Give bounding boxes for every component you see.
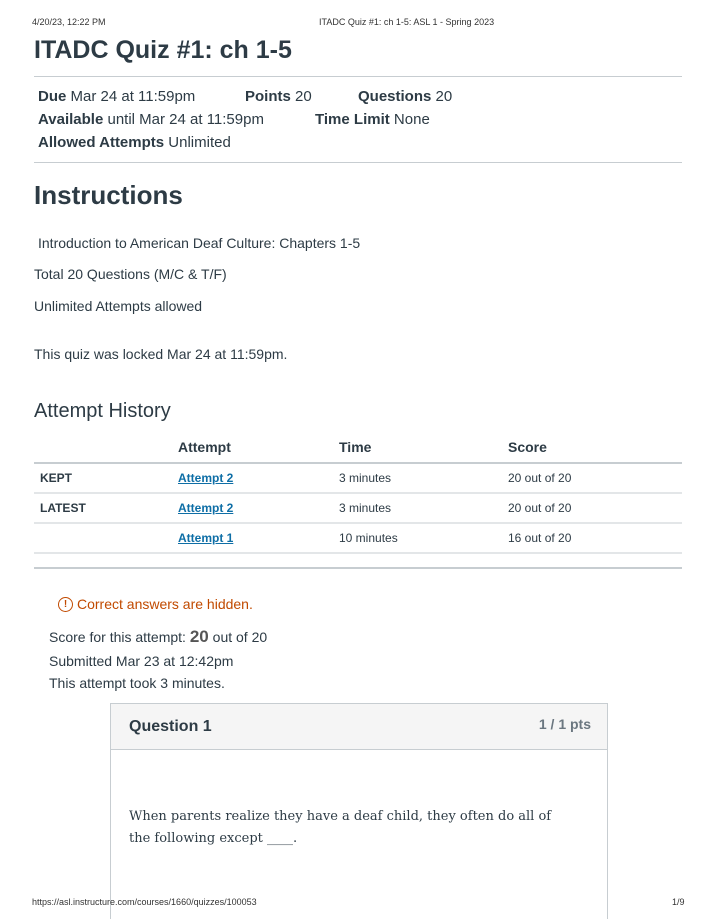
points-label: Points xyxy=(245,88,291,105)
column-header-label xyxy=(34,432,178,463)
points-row xyxy=(245,88,312,105)
divider xyxy=(34,162,682,163)
divider xyxy=(34,567,682,569)
attempt-time: 3 minutes xyxy=(339,493,508,523)
score-prefix: Score for this attempt: xyxy=(49,629,186,645)
due-value: Mar 24 at 11:59pm xyxy=(70,88,196,105)
due-row xyxy=(38,88,195,105)
question-text: When parents realize they have a deaf child, they often do all of the following except ____. xyxy=(129,809,552,846)
print-url: https://asl.instructure.com/courses/1660/quizzes/100053 xyxy=(32,897,257,907)
attempt-link[interactable]: Attempt 1 xyxy=(178,531,234,545)
available-label: Available xyxy=(38,111,104,128)
points-value: 20 xyxy=(295,88,312,105)
score-line xyxy=(49,627,267,647)
time-limit-value: None xyxy=(393,111,430,128)
available-row xyxy=(38,111,264,128)
quiz-title: ITADC Quiz #1: ch 1-5 xyxy=(34,36,292,64)
attempt-score: 16 out of 20 xyxy=(508,523,682,553)
submitted-line: Submitted Mar 23 at 12:42pm xyxy=(49,653,234,669)
attempt-history-heading: Attempt History xyxy=(34,400,171,422)
attempt-history-table xyxy=(34,432,682,554)
questions-label: Questions xyxy=(358,88,432,105)
questions-row xyxy=(358,88,452,105)
table-row xyxy=(34,493,682,523)
available-value: until Mar 24 at 11:59pm xyxy=(107,111,264,128)
correct-answers-hidden-notice xyxy=(58,596,253,612)
row-label: KEPT xyxy=(34,463,178,493)
table-row xyxy=(34,463,682,493)
attempt-time: 10 minutes xyxy=(339,523,508,553)
attempt-link[interactable]: Attempt 2 xyxy=(178,501,234,515)
time-limit-row xyxy=(315,111,430,128)
question-title: Question 1 xyxy=(129,718,212,735)
allowed-attempts-row xyxy=(38,134,231,151)
print-datetime: 4/20/23, 12:22 PM xyxy=(32,17,106,27)
print-page-number: 1/9 xyxy=(672,897,685,907)
divider xyxy=(34,76,682,77)
time-limit-label: Time Limit xyxy=(315,111,390,128)
notice-text: Correct answers are hidden. xyxy=(77,596,253,612)
score-suffix: out of 20 xyxy=(212,629,268,645)
print-doc-title: ITADC Quiz #1: ch 1-5: ASL 1 - Spring 2023 xyxy=(319,17,495,27)
table-row xyxy=(34,523,682,553)
instructions-line-1: Introduction to American Deaf Culture: Chapters 1-5 xyxy=(38,235,361,251)
column-header-score: Score xyxy=(508,432,682,463)
question-header xyxy=(111,704,607,750)
row-label: LATEST xyxy=(34,493,178,523)
row-label xyxy=(34,523,178,553)
instructions-heading: Instructions xyxy=(34,180,183,210)
allowed-attempts-label: Allowed Attempts xyxy=(38,134,165,151)
attempt-score: 20 out of 20 xyxy=(508,493,682,523)
column-header-attempt: Attempt xyxy=(178,432,339,463)
question-card xyxy=(110,703,608,919)
locked-note: This quiz was locked Mar 24 at 11:59pm. xyxy=(34,346,288,362)
instructions-line-2: Total 20 Questions (M/C & T/F) xyxy=(34,266,227,282)
attempt-link[interactable]: Attempt 2 xyxy=(178,471,234,485)
question-points: 1 / 1 pts xyxy=(538,716,591,732)
questions-value: 20 xyxy=(435,88,453,105)
score-value: 20 xyxy=(189,627,209,646)
attempt-time: 3 minutes xyxy=(339,463,508,493)
allowed-attempts-value: Unlimited xyxy=(168,134,231,151)
warning-icon: ! xyxy=(58,597,73,612)
duration-line: This attempt took 3 minutes. xyxy=(49,675,225,691)
attempt-score: 20 out of 20 xyxy=(508,463,682,493)
due-label: Due xyxy=(38,88,67,105)
column-header-time: Time xyxy=(339,432,508,463)
instructions-line-3: Unlimited Attempts allowed xyxy=(34,298,203,314)
table-header-row xyxy=(34,432,682,463)
